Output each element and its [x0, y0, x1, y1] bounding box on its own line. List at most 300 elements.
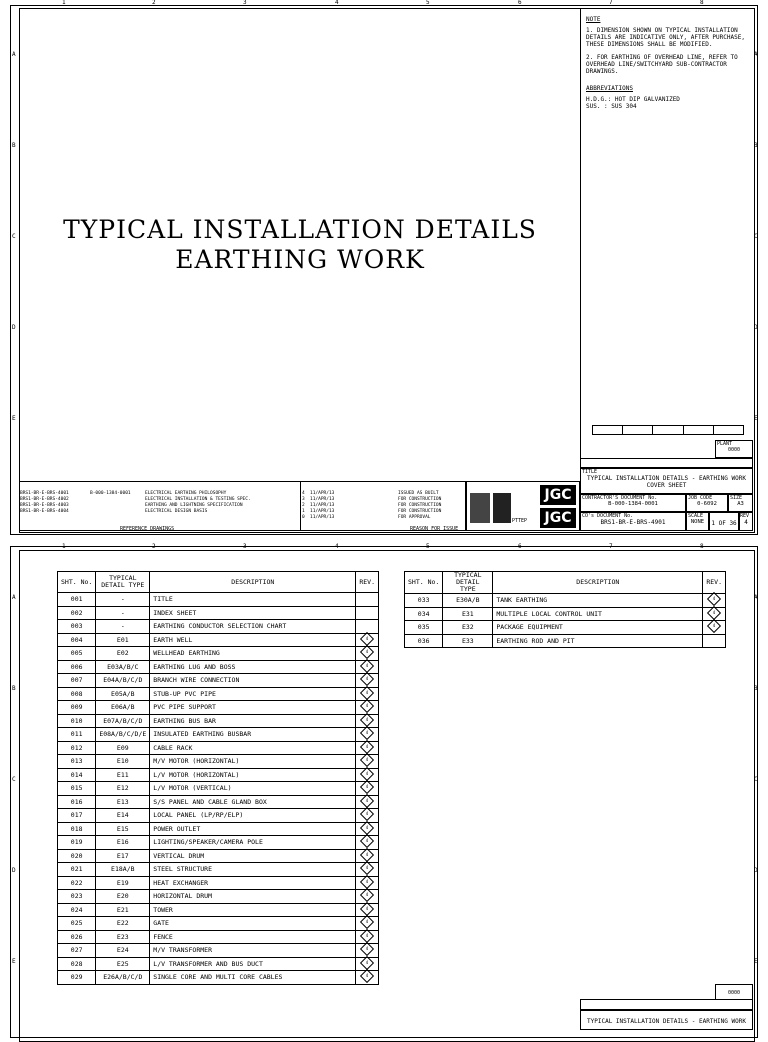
- table-row: [58, 836, 379, 850]
- revision-diamond-icon: [360, 672, 374, 686]
- detail-type: E03A/B/C: [96, 660, 150, 674]
- col-sht: SHT. No.: [58, 572, 96, 593]
- revision-diamond-icon: [360, 969, 374, 983]
- detail-type: E06A/B: [96, 701, 150, 715]
- table-row: [58, 876, 379, 890]
- table-row: [58, 795, 379, 809]
- revision-diamond-icon: [360, 713, 374, 727]
- revision-number: 4: [365, 838, 369, 844]
- description: HORIZONTAL DRUM: [150, 890, 356, 904]
- zone-letter: B: [754, 685, 758, 692]
- cover-title-line2: EARTHING WORK: [175, 245, 425, 274]
- revision-number: 4: [365, 797, 369, 803]
- docno-label: CONTRACTOR'S DOCUMENT No.: [582, 495, 658, 501]
- revision-cell: [356, 809, 379, 823]
- sheet-number: 010: [58, 714, 96, 728]
- index-project-row: [580, 999, 753, 1010]
- scale-box: [686, 512, 709, 531]
- sheet-number: 014: [58, 768, 96, 782]
- table-row: [58, 944, 379, 958]
- col-desc: DESCRIPTION: [150, 572, 356, 593]
- zone-letter: E: [754, 958, 758, 965]
- jgc-logo-top: JGC: [540, 485, 576, 505]
- revision-diamond-icon: [360, 632, 374, 646]
- title-label: TITLE: [582, 469, 598, 475]
- zone-letter: D: [754, 867, 758, 874]
- ref-divider: [300, 481, 301, 531]
- revision-cell: [356, 606, 379, 620]
- sheet-number: 006: [58, 660, 96, 674]
- table-row: [58, 647, 379, 661]
- table-row: [58, 917, 379, 931]
- sheet-number: 020: [58, 849, 96, 863]
- revision-number: 4: [365, 716, 369, 722]
- sheet-number: 035: [405, 621, 443, 635]
- zone-letter: C: [12, 233, 16, 240]
- revision-diamond-icon: [360, 888, 374, 902]
- revision-number: 4: [712, 609, 716, 615]
- sheet-number: 036: [405, 634, 443, 648]
- revision-number: 4: [365, 919, 369, 925]
- revision-cell: [356, 728, 379, 742]
- rev-desc: FOR CONSTRUCTION: [398, 503, 442, 508]
- detail-type: E22: [96, 917, 150, 931]
- revision-cell: [356, 836, 379, 850]
- co-docno-label: CO's DOCUMENT No.: [582, 513, 634, 519]
- rev-footer: REASON FOR ISSUE: [410, 526, 459, 532]
- description: HEAT EXCHANGER: [150, 876, 356, 890]
- detail-type: E16: [96, 836, 150, 850]
- detail-type: E15: [96, 822, 150, 836]
- description: VERTICAL DRUM: [150, 849, 356, 863]
- revision-cell: [356, 944, 379, 958]
- zone-number: 3: [243, 543, 247, 550]
- detail-type: E21: [96, 903, 150, 917]
- detail-type: -: [96, 593, 150, 607]
- description: LIGHTING/SPEAKER/CAMERA POLE: [150, 836, 356, 850]
- table-row: [405, 621, 726, 635]
- table-row: [58, 714, 379, 728]
- abbr-heading: ABBREVIATIONS: [586, 85, 633, 92]
- table-row: [58, 687, 379, 701]
- index-client-box: [715, 984, 753, 1000]
- sheet-number: 016: [58, 795, 96, 809]
- sheet-number: 033: [405, 594, 443, 608]
- rev-date: 11/APR/13: [310, 515, 335, 520]
- sheet-box: [709, 512, 739, 531]
- revision-diamond-icon: [360, 740, 374, 754]
- revision-diamond-icon: [360, 834, 374, 848]
- ref-title: ELECTRICAL EARTHING PHILOSOPHY: [145, 491, 227, 496]
- revision-diamond-icon: [360, 902, 374, 916]
- revision-diamond-icon: [360, 929, 374, 943]
- table-row: [58, 890, 379, 904]
- sheet-number: 007: [58, 674, 96, 688]
- revision-number: 4: [365, 757, 369, 763]
- sheet-of: [710, 513, 738, 527]
- revision-number: 4: [365, 811, 369, 817]
- ptt-logo: [470, 493, 490, 523]
- revision-diamond-icon: [360, 659, 374, 673]
- description: INDEX SHEET: [150, 606, 356, 620]
- revision-number: 4: [365, 730, 369, 736]
- description: POWER OUTLET: [150, 822, 356, 836]
- ref-number: BRS1-BR-E-BRS-4004: [20, 509, 69, 514]
- revision-cell: [356, 674, 379, 688]
- detail-type: E11: [96, 768, 150, 782]
- description: L/V MOTOR (HORIZONTAL): [150, 768, 356, 782]
- revision-diamond-icon: [707, 619, 721, 633]
- table-row: [405, 634, 726, 648]
- sheet-number: 017: [58, 809, 96, 823]
- client-code: 0000: [727, 447, 741, 453]
- revision-diamond-icon: [360, 915, 374, 929]
- sheet-number: 034: [405, 607, 443, 621]
- revision-cell: [356, 917, 379, 931]
- description: GATE: [150, 917, 356, 931]
- zone-number: 1: [62, 543, 66, 550]
- rev-no: 4: [302, 491, 305, 496]
- revision-diamond-icon: [360, 753, 374, 767]
- zone-letter: A: [754, 51, 758, 58]
- detail-type: E23: [96, 930, 150, 944]
- revision-cell: [356, 620, 379, 634]
- zone-number: 4: [335, 543, 339, 550]
- scale-value: NONE: [690, 519, 705, 525]
- revision-number: 4: [365, 649, 369, 655]
- index-table-right: [404, 571, 726, 648]
- description: L/V TRANSFORMER AND BUS DUCT: [150, 957, 356, 971]
- revision-cell: [356, 782, 379, 796]
- drawing-title-2: COVER SHEET: [646, 482, 687, 489]
- col-type: TYPICAL DETAIL TYPE: [96, 572, 150, 593]
- zone-number: 7: [609, 543, 613, 550]
- zone-letter: E: [12, 415, 16, 422]
- ref-title: ELECTRICAL INSTALLATION & TESTING SPEC.: [145, 497, 251, 502]
- table-row: [58, 728, 379, 742]
- table-row: [58, 971, 379, 985]
- revision-diamond-icon: [360, 807, 374, 821]
- status-boxes: [592, 425, 744, 435]
- ref-footer: REFERENCE DRAWINGS: [120, 526, 175, 532]
- revision-number: 4: [365, 784, 369, 790]
- description: SINGLE CORE AND MULTI CORE CABLES: [150, 971, 356, 985]
- revision-diamond-icon: [360, 645, 374, 659]
- rev-box: [739, 512, 753, 531]
- description: EARTH WELL: [150, 633, 356, 647]
- sheet-number: 011: [58, 728, 96, 742]
- rev-date: 11/APR/13: [310, 503, 335, 508]
- doc-no: B-000-1384-0001: [608, 501, 658, 507]
- zone-number: 7: [609, 0, 613, 6]
- rev-no: 2: [302, 503, 305, 508]
- rev-no: 0: [302, 515, 305, 520]
- revision-diamond-icon: [360, 821, 374, 835]
- revision-diamond-icon: [360, 861, 374, 875]
- index-sheet: [0, 543, 768, 1024]
- sheet-number: 008: [58, 687, 96, 701]
- table-row: [58, 822, 379, 836]
- sheet-number: 023: [58, 890, 96, 904]
- description: PVC PIPE SUPPORT: [150, 701, 356, 715]
- zone-number: 6: [518, 0, 522, 6]
- revision-number: 4: [365, 662, 369, 668]
- detail-type: E13: [96, 795, 150, 809]
- description: STUB-UP PVC PIPE: [150, 687, 356, 701]
- index-header-left: [58, 572, 379, 593]
- zone-number: 4: [335, 0, 339, 6]
- revision-diamond-icon: [360, 699, 374, 713]
- revision-cell: [356, 890, 379, 904]
- sheet-number: 018: [58, 822, 96, 836]
- detail-type: -: [96, 620, 150, 634]
- index-title-row: [580, 1010, 753, 1030]
- sheet-number: 029: [58, 971, 96, 985]
- detail-type: E26A/B/C/D: [96, 971, 150, 985]
- description: EARTHING LUG AND BOSS: [150, 660, 356, 674]
- revision-diamond-icon: [360, 942, 374, 956]
- description: FENCE: [150, 930, 356, 944]
- sheet-number: 002: [58, 606, 96, 620]
- job-code: 0-6092: [697, 501, 717, 507]
- description: EARTHING ROD AND PIT: [493, 634, 703, 648]
- index-subtitle: TYPICAL INSTALLATION DETAILS - EARTHING WORK: [587, 1018, 746, 1025]
- ref-number: BRS1-BR-E-BRS-4001: [20, 491, 69, 496]
- revision-diamond-icon: [360, 726, 374, 740]
- rev-value: 4: [744, 519, 748, 526]
- table-row: [58, 782, 379, 796]
- sheet-no: 1: [711, 520, 715, 527]
- revision-number: 4: [365, 851, 369, 857]
- detail-type: E02: [96, 647, 150, 661]
- zone-letter: D: [12, 867, 16, 874]
- sheet-number: 009: [58, 701, 96, 715]
- client-label: PLANT: [717, 441, 733, 447]
- index-table-left: [57, 571, 379, 985]
- table-row: [58, 606, 379, 620]
- revision-number: 4: [365, 946, 369, 952]
- index-client-code: 0000: [727, 990, 741, 996]
- rev-date: 11/APR/13: [310, 509, 335, 514]
- revision-diamond-icon: [707, 606, 721, 620]
- zone-number: 6: [518, 543, 522, 550]
- revision-number: 4: [712, 596, 716, 602]
- zone-number: 1: [62, 0, 66, 6]
- zone-letter: E: [12, 958, 16, 965]
- table-row: [58, 674, 379, 688]
- zone-letter: C: [754, 233, 758, 240]
- detail-type: E24: [96, 944, 150, 958]
- sheet-number: 022: [58, 876, 96, 890]
- table-row: [58, 660, 379, 674]
- zone-letter: A: [12, 51, 16, 58]
- table-row: [58, 903, 379, 917]
- revision-diamond-icon: [360, 794, 374, 808]
- revision-cell: [703, 634, 726, 648]
- sheet-number: 013: [58, 755, 96, 769]
- description: M/V MOTOR (HORIZONTAL): [150, 755, 356, 769]
- detail-type: E17: [96, 849, 150, 863]
- description: TANK EARTHING: [493, 594, 703, 608]
- rev-desc: FOR CONSTRUCTION: [398, 509, 442, 514]
- jobcode-label: JOB CODE: [688, 495, 713, 501]
- revision-number: 4: [365, 703, 369, 709]
- abbr-2: SUS. : SUS 304: [586, 103, 637, 110]
- co-docno-row: [580, 512, 686, 531]
- description: EARTHING BUS BAR: [150, 714, 356, 728]
- description: TITLE: [150, 593, 356, 607]
- detail-type: E01: [96, 633, 150, 647]
- revision-cell: [703, 621, 726, 635]
- detail-type: E25: [96, 957, 150, 971]
- note-2: 2. FOR EARTHING OF OVERHEAD LINE, REFER TO OVERHEAD LINE/SWITCHYARD SUB-CONTRACTOR DRAWINGS.: [586, 54, 738, 75]
- sheet-number: 019: [58, 836, 96, 850]
- ref-title: ELECTRICAL DESIGN BASIS: [145, 509, 208, 514]
- rev-desc: FOR APPROVAL: [398, 515, 431, 520]
- revision-cell: [356, 755, 379, 769]
- revision-number: 4: [365, 905, 369, 911]
- revision-cell: [356, 647, 379, 661]
- description: L/V MOTOR (VERTICAL): [150, 782, 356, 796]
- table-row: [58, 755, 379, 769]
- zone-number: 8: [700, 543, 704, 550]
- jgc-logo-bottom: JGC: [540, 508, 576, 528]
- detail-type: -: [96, 606, 150, 620]
- description: S/S PANEL AND CABLE GLAND BOX: [150, 795, 356, 809]
- sheet-number: 025: [58, 917, 96, 931]
- revision-diamond-icon: [360, 956, 374, 970]
- description: STEEL STRUCTURE: [150, 863, 356, 877]
- rev-desc: FOR CONSTRUCTION: [398, 497, 442, 502]
- revision-diamond-icon: [707, 592, 721, 606]
- revision-diamond-icon: [360, 848, 374, 862]
- revision-number: 4: [365, 878, 369, 884]
- description: PACKAGE EQUIPMENT: [493, 621, 703, 635]
- note-1: 1. DIMENSION SHOWN ON TYPICAL INSTALLATION DETAILS ARE INDICATIVE ONLY, AFTER PURCHASE, THESE DIMENSIONS SHALL BE MODIFIED.: [586, 27, 745, 48]
- revision-number: 4: [365, 824, 369, 830]
- sheet-number: 015: [58, 782, 96, 796]
- revision-number: 4: [365, 689, 369, 695]
- detail-type: E18A/B: [96, 863, 150, 877]
- revision-cell: [703, 594, 726, 608]
- detail-type: E33: [443, 634, 493, 648]
- description: EARTHING CONDUCTOR SELECTION CHART: [150, 620, 356, 634]
- zone-letter: D: [754, 324, 758, 331]
- rev-date: 11/APR/13: [310, 497, 335, 502]
- table-row: [58, 593, 379, 607]
- table-row: [405, 607, 726, 621]
- sheet-number: 026: [58, 930, 96, 944]
- description: BRANCH WIRE CONNECTION: [150, 674, 356, 688]
- detail-type: E30A/B: [443, 594, 493, 608]
- zone-number: 8: [700, 0, 704, 6]
- table-row: [58, 620, 379, 634]
- rev-date: 11/APR/13: [310, 491, 335, 496]
- notes-block: [586, 16, 746, 110]
- ref-number: BRS1-BR-E-BRS-4003: [20, 503, 69, 508]
- detail-type: E04A/B/C/D: [96, 674, 150, 688]
- of-label: OF: [718, 520, 726, 527]
- zone-letter: B: [12, 685, 16, 692]
- revision-diamond-icon: [360, 767, 374, 781]
- revision-number: 4: [365, 743, 369, 749]
- zone-number: 2: [152, 0, 156, 6]
- jobcode-box: [686, 494, 728, 512]
- revision-number: 4: [365, 959, 369, 965]
- rev-label: REV: [740, 513, 750, 519]
- revision-cell: [356, 701, 379, 715]
- sheet-number: 021: [58, 863, 96, 877]
- detail-type: E14: [96, 809, 150, 823]
- bar-logo: [493, 493, 511, 523]
- col-rev: REV.: [703, 572, 726, 594]
- rev-no: 3: [302, 497, 305, 502]
- sheet-number: 024: [58, 903, 96, 917]
- zone-number: 2: [152, 543, 156, 550]
- zone-letter: D: [12, 324, 16, 331]
- revision-number: 4: [365, 865, 369, 871]
- zone-letter: B: [12, 142, 16, 149]
- sheet-number: 004: [58, 633, 96, 647]
- sheet-number: 028: [58, 957, 96, 971]
- table-row: [58, 768, 379, 782]
- detail-type: E05A/B: [96, 687, 150, 701]
- ref-title: EARTHING AND LIGHTNING SPECIFICATION: [145, 503, 243, 508]
- table-row: [58, 957, 379, 971]
- sheet-number: 005: [58, 647, 96, 661]
- table-row: [405, 594, 726, 608]
- table-row: [58, 809, 379, 823]
- zone-letter: E: [754, 415, 758, 422]
- client-code-box: [715, 440, 753, 458]
- revision-number: 4: [365, 892, 369, 898]
- sheet-number: 027: [58, 944, 96, 958]
- note-heading: NOTE: [586, 16, 601, 23]
- zone-letter: A: [754, 594, 758, 601]
- description: MULTIPLE LOCAL CONTROL UNIT: [493, 607, 703, 621]
- zone-number: 5: [426, 0, 430, 6]
- zone-letter: C: [12, 776, 16, 783]
- revision-diamond-icon: [360, 780, 374, 794]
- detail-type: E32: [443, 621, 493, 635]
- table-row: [58, 633, 379, 647]
- detail-type: E07A/B/C/D: [96, 714, 150, 728]
- table-row: [58, 701, 379, 715]
- sheet-number: 001: [58, 593, 96, 607]
- detail-type: E31: [443, 607, 493, 621]
- revision-number: 4: [365, 973, 369, 979]
- col-type: TYPICAL DETAIL TYPE: [443, 572, 493, 594]
- description: LOCAL PANEL (LP/RP/ELP): [150, 809, 356, 823]
- table-row: [58, 849, 379, 863]
- detail-type: E08A/B/C/D/E: [96, 728, 150, 742]
- description: INSULATED EARTHING BUSBAR: [150, 728, 356, 742]
- revision-number: 4: [365, 770, 369, 776]
- index-header-right: [405, 572, 726, 594]
- revision-cell: [356, 971, 379, 985]
- description: M/V TRANSFORMER: [150, 944, 356, 958]
- revision-number: 4: [365, 932, 369, 938]
- zone-letter: A: [12, 594, 16, 601]
- ref-number: BRS1-BR-E-BRS-4002: [20, 497, 69, 502]
- col-rev: REV.: [356, 572, 379, 593]
- project-row: [580, 458, 753, 468]
- detail-type: E19: [96, 876, 150, 890]
- zone-number: 3: [243, 0, 247, 6]
- revision-cell: [356, 593, 379, 607]
- detail-type: E12: [96, 782, 150, 796]
- size-label: SIZE: [730, 495, 743, 501]
